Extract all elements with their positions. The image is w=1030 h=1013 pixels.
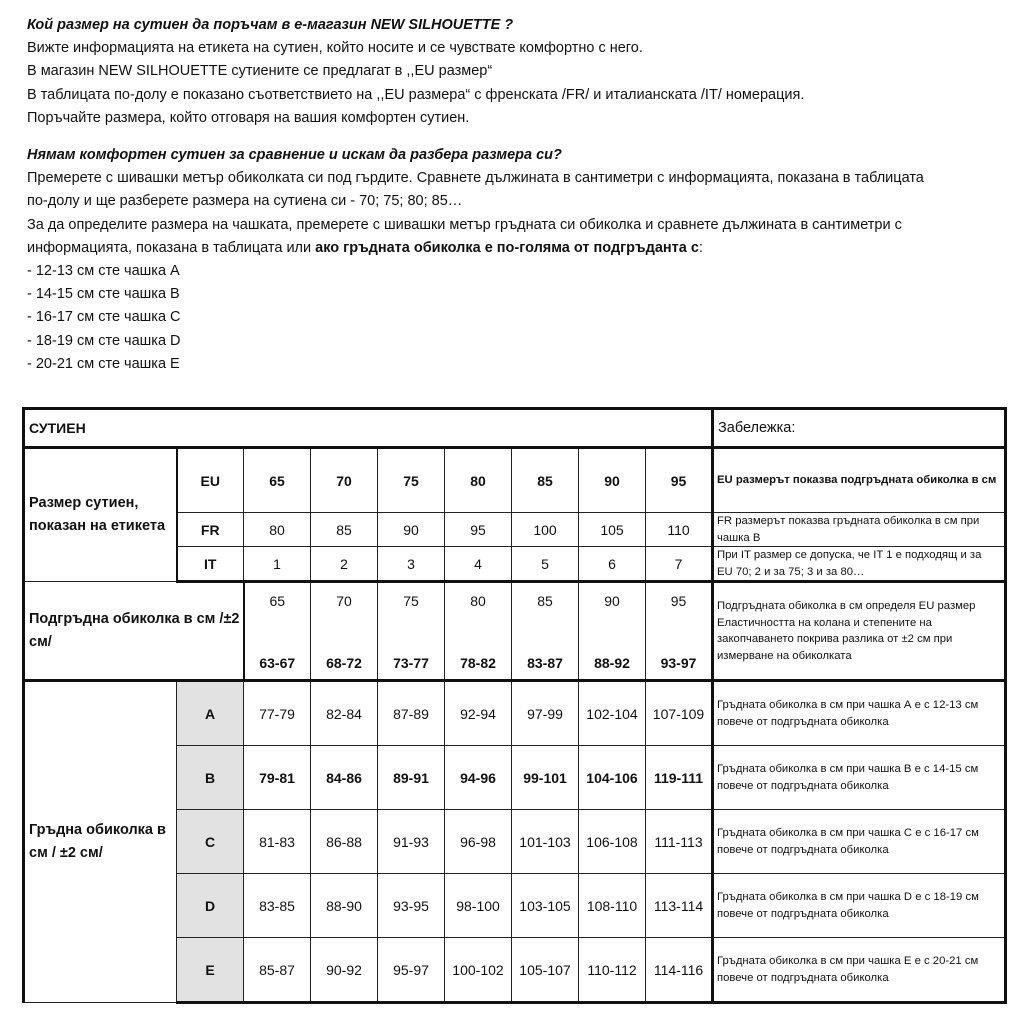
bust-value: 96-98: [445, 810, 512, 874]
eu-value: 80: [445, 448, 512, 513]
note-cup-d: Гръдната обиколка в см при чашка D е с 18-19 см повече от подгръдната обиколка: [713, 874, 1006, 938]
cup-c: C: [177, 810, 244, 874]
it-value: 1: [244, 547, 311, 582]
bust-value: 95-97: [378, 938, 445, 1003]
label-bra-size: Размер сутиен, показан на етикета: [24, 448, 177, 582]
bust-value: 99-101: [512, 746, 579, 810]
underbust-range: 88-92: [594, 655, 630, 671]
bust-value: 85-87: [244, 938, 311, 1003]
note-eu: EU размерът показва подгръдната обиколка в см: [713, 448, 1006, 513]
it-value: 2: [311, 547, 378, 582]
note-header: Забележка:: [713, 409, 1006, 448]
bust-value: 92-94: [445, 681, 512, 746]
bust-value: 105-107: [512, 938, 579, 1003]
it-value: 5: [512, 547, 579, 582]
bust-value: 84-86: [311, 746, 378, 810]
bust-value: 113-114: [646, 874, 713, 938]
bust-value: 108-110: [579, 874, 646, 938]
underbust-cell: [512, 582, 579, 681]
underbust-cell: [646, 582, 713, 681]
underbust-range: 68-72: [326, 655, 362, 671]
note-cup-a: Гръдната обиколка в см при чашка А е с 12-13 см повече от подгръдната обиколка: [713, 681, 1006, 746]
bust-value: 111-113: [646, 810, 713, 874]
eu-value: 85: [512, 448, 579, 513]
intro-paragraph: В таблицата по-долу е показано съответствието на ,,EU размера“ с френската /FR/ и италианската /IT/ номерация.: [27, 86, 805, 103]
bust-value: 101-103: [512, 810, 579, 874]
fr-value: 90: [378, 513, 445, 547]
bust-value: 119-111: [646, 746, 713, 810]
note-fr: FR размерът показва гръдната обиколка в см при чашка В: [713, 513, 1006, 547]
bust-value: 97-99: [512, 681, 579, 746]
bust-value: 81-83: [244, 810, 311, 874]
intro-text: :: [698, 239, 703, 256]
eu-value: 90: [579, 448, 646, 513]
eu-value: 75: [378, 448, 445, 513]
eu-value: 95: [646, 448, 713, 513]
bust-value: 102-104: [579, 681, 646, 746]
bust-value: 89-91: [378, 746, 445, 810]
bust-value: 77-79: [244, 681, 311, 746]
underbust-nominal: 65: [269, 593, 286, 609]
bust-value: 86-88: [311, 810, 378, 874]
bust-value: 87-89: [378, 681, 445, 746]
cup-a: A: [177, 681, 244, 746]
underbust-range: 63-67: [259, 655, 296, 671]
intro-paragraph: За да определите размера на чашката, премерете с шивашки метър гръдната си обиколка и сравнете дължината в сантиметри с: [27, 216, 902, 233]
bust-value: 90-92: [311, 938, 378, 1003]
bust-value: 82-84: [311, 681, 378, 746]
bust-value: 94-96: [445, 746, 512, 810]
bust-value: 110-112: [579, 938, 646, 1003]
underbust-cell: [579, 582, 646, 681]
bust-value: 106-108: [579, 810, 646, 874]
note-cup-e: Гръдната обиколка в см при чашка Е е с 20-21 см повече от подгръдната обиколка: [713, 938, 1006, 1003]
underbust-nominal: 95: [670, 593, 687, 609]
fr-value: 85: [311, 513, 378, 547]
cup-rule-b: - 14-15 см сте чашка В: [27, 286, 180, 303]
it-value: 7: [646, 547, 713, 582]
intro-paragraph: Поръчайте размера, който отговаря на вашия комфортен сутиен.: [27, 109, 470, 126]
eu-value: 70: [311, 448, 378, 513]
intro-paragraph: по-долу и ще разберете размера на сутиена си - 70; 75; 80; 85…: [27, 193, 463, 210]
label-underbust: Подгръдна обиколка в см /±2 см/: [24, 582, 244, 681]
fr-value: 80: [244, 513, 311, 547]
eu-value: 65: [244, 448, 311, 513]
size-guide-intro: [27, 14, 1017, 376]
intro-text-bold: ако гръдната обиколка е по-голяма от подгръданта с: [315, 239, 699, 256]
underbust-cell: [445, 582, 512, 681]
cup-d: D: [177, 874, 244, 938]
underbust-nominal: 85: [537, 593, 553, 609]
underbust-range: 73-77: [393, 655, 429, 671]
it-value: 4: [445, 547, 512, 582]
fr-value: 100: [512, 513, 579, 547]
underbust-range: 83-87: [527, 655, 563, 671]
bust-value: 83-85: [244, 874, 311, 938]
cup-rule-a: - 12-13 см сте чашка А: [27, 263, 180, 280]
underbust-range: 78-82: [460, 655, 496, 671]
bust-value: 104-106: [579, 746, 646, 810]
underbust-nominal: 90: [604, 593, 620, 609]
label-bust: Гръдна обиколка в см / ±2 см/: [24, 681, 177, 1003]
intro-text: информацията, показана в таблицата или: [27, 239, 316, 256]
bust-value: 103-105: [512, 874, 579, 938]
bust-value: 114-116: [646, 938, 713, 1003]
fr-value: 105: [579, 513, 646, 547]
bust-value: 107-109: [646, 681, 713, 746]
bust-value: 100-102: [445, 938, 512, 1003]
intro-heading-no-bra: Нямам комфортен сутиен за сравнение и искам да разбера размера си?: [27, 147, 562, 164]
bust-value: 79-81: [244, 746, 311, 810]
cup-rule-d: - 18-19 см сте чашка D: [27, 332, 181, 349]
it-value: 6: [579, 547, 646, 582]
note-it: При IT размер се допуска, че IT 1 е подходящ и за EU 70; 2 и за 75; 3 и за 80…: [713, 547, 1006, 582]
underbust-nominal: 80: [470, 593, 486, 609]
intro-paragraph: [27, 237, 1017, 260]
system-fr: FR: [177, 513, 244, 547]
system-it: IT: [177, 547, 244, 582]
bust-value: 93-95: [378, 874, 445, 938]
cup-rule-e: - 20-21 см сте чашка Е: [27, 355, 180, 372]
underbust-cell: [244, 582, 311, 681]
bust-value: 91-93: [378, 810, 445, 874]
intro-paragraph: Вижте информацията на етикета на сутиен, който носите и се чувствате комфортно с него.: [27, 40, 643, 57]
bust-value: 88-90: [311, 874, 378, 938]
underbust-cell: [378, 582, 445, 681]
it-value: 3: [378, 547, 445, 582]
size-table: [22, 407, 1007, 1004]
underbust-range: 93-97: [660, 655, 697, 671]
intro-heading-order-size: Кой размер на сутиен да поръчам в е-магазин NEW SILHOUETTE ?: [27, 17, 514, 33]
bust-value: 98-100: [445, 874, 512, 938]
fr-value: 110: [646, 513, 713, 547]
cup-b: B: [177, 746, 244, 810]
intro-paragraph: Премерете с шивашки метър обиколката си под гърдите. Сравнете дължината в сантиметри с информацията, показана в таблицата: [27, 170, 924, 187]
underbust-nominal: 75: [403, 593, 419, 609]
note-cup-c: Гръдната обиколка в см при чашка С е с 16-17 см повече от подгръдната обиколка: [713, 810, 1006, 874]
intro-paragraph: В магазин NEW SILHOUETTE сутиените се предлагат в ,,EU размер“: [27, 63, 493, 80]
fr-value: 95: [445, 513, 512, 547]
underbust-nominal: 70: [336, 593, 352, 609]
underbust-cell: [311, 582, 378, 681]
cup-e: E: [177, 938, 244, 1003]
note-underbust: Подгръдната обиколка в см определя EU размер Еластичността на колана и степените на закопчаването покрива разлика от ±2 см при измерване на обиколката: [713, 582, 1006, 681]
system-eu: EU: [177, 448, 244, 513]
cup-rule-c: - 16-17 см сте чашка С: [27, 309, 181, 326]
table-title: СУТИЕН: [24, 409, 713, 448]
note-cup-b: Гръдната обиколка в см при чашка В е с 14-15 см повече от подгръдната обиколка: [713, 746, 1006, 810]
